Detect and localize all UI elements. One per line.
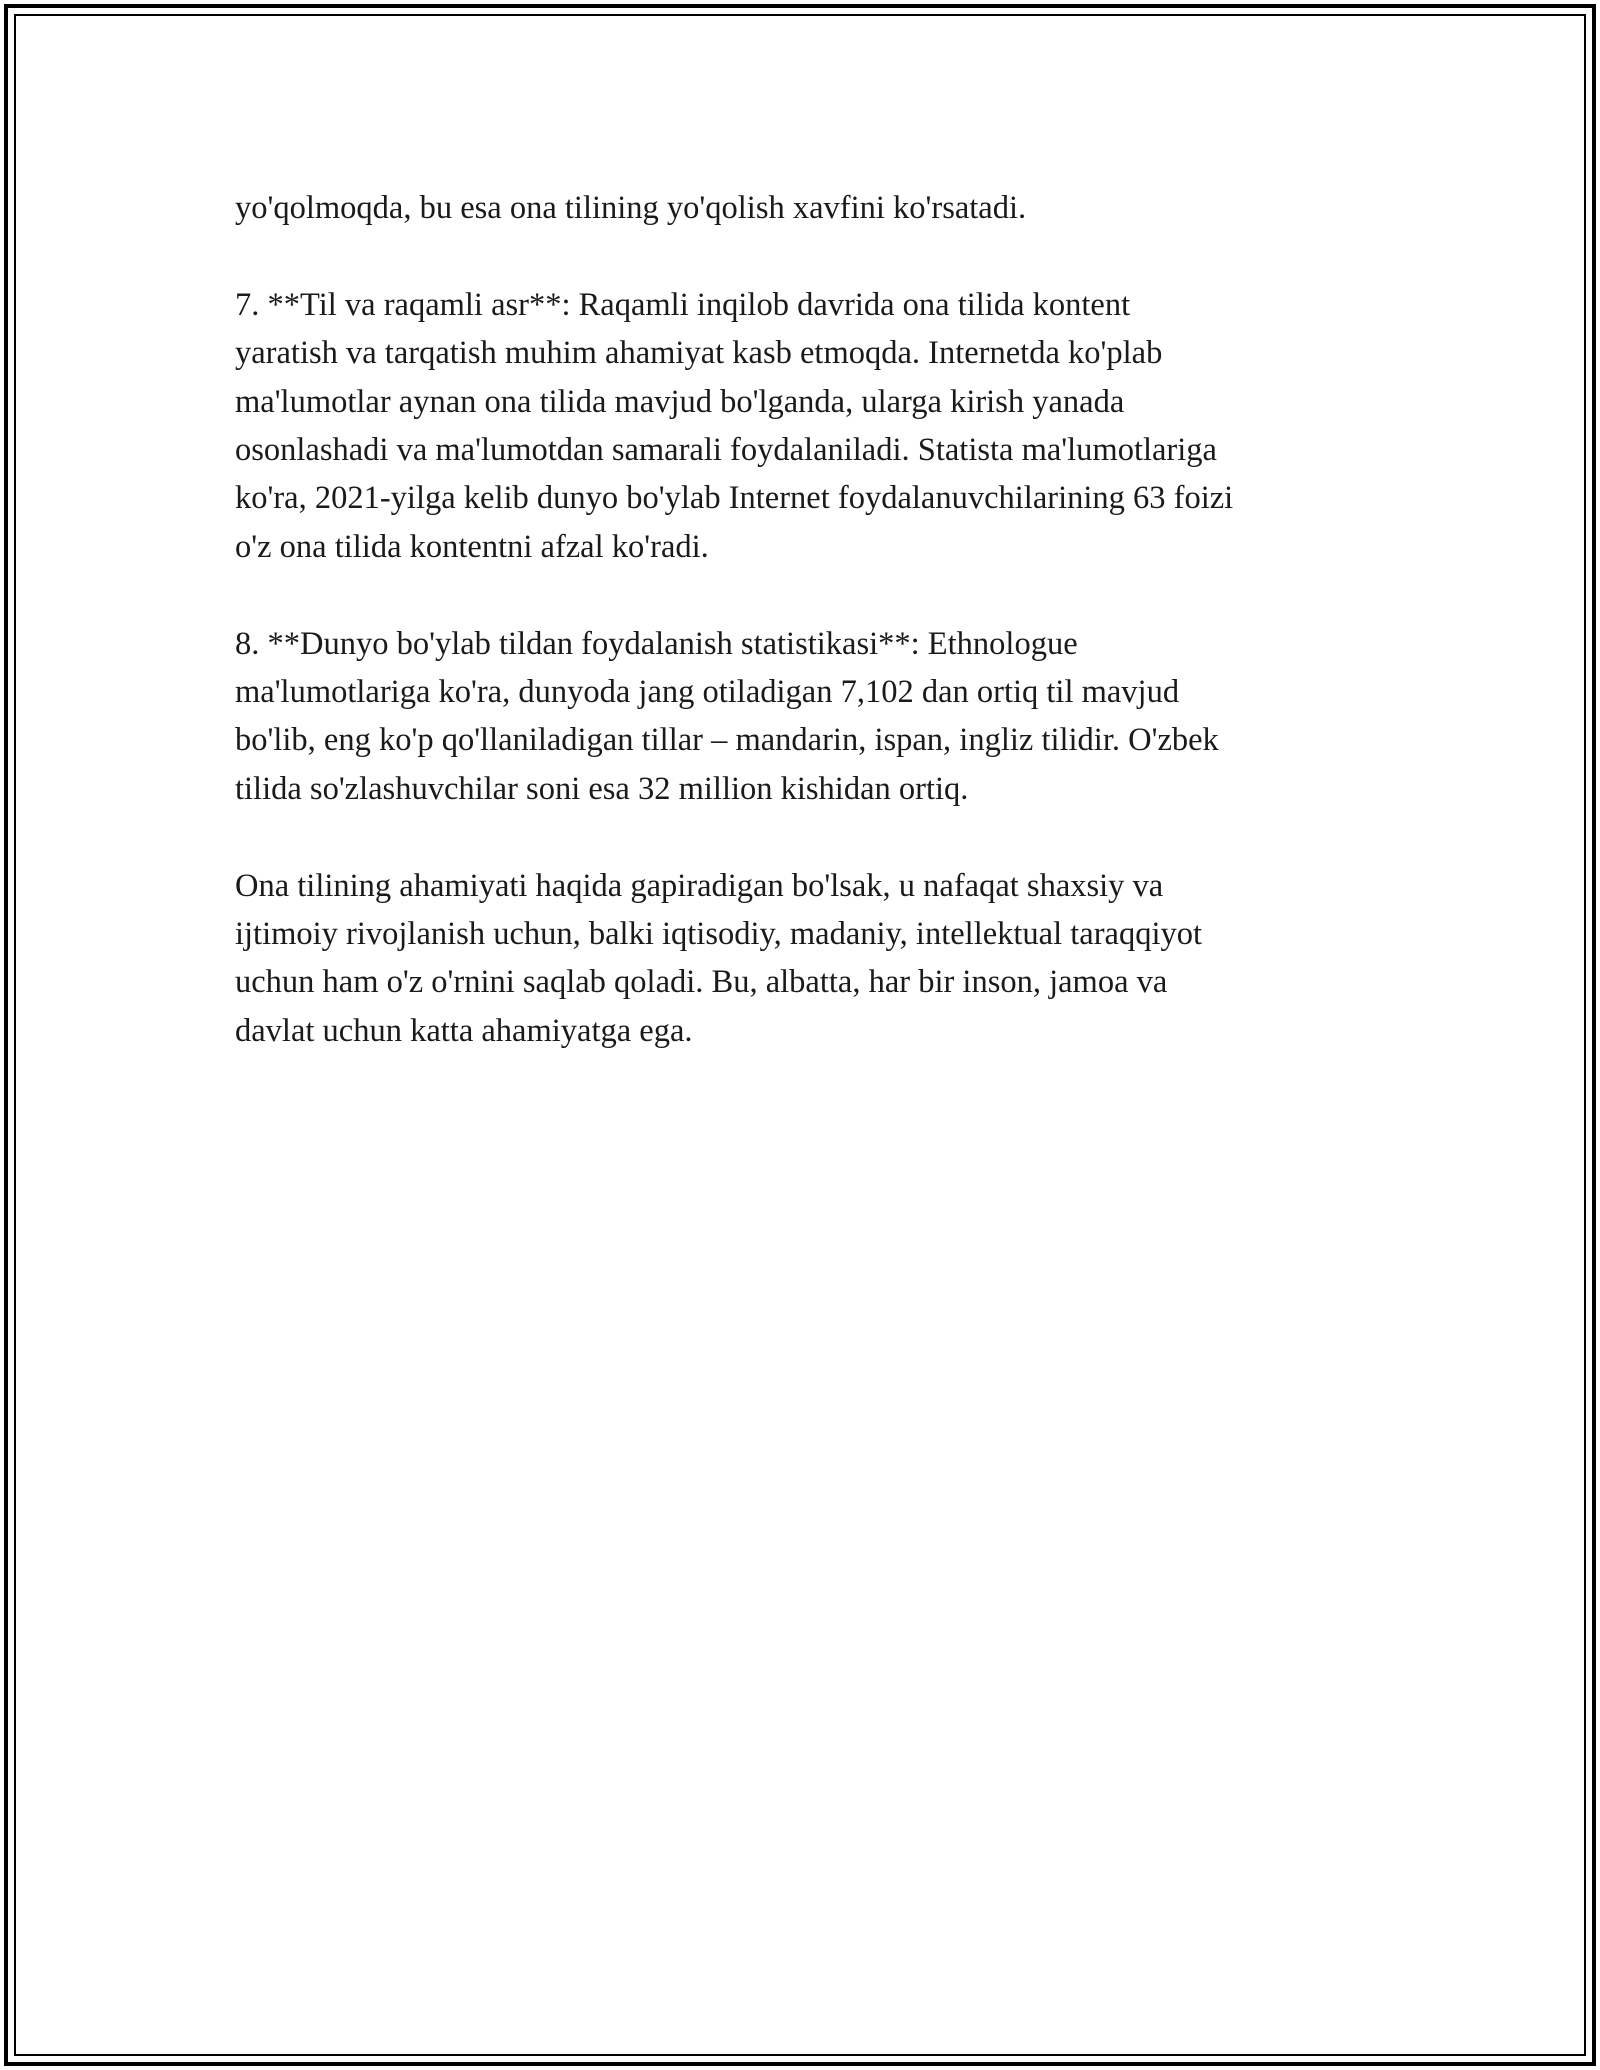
document-body	[235, 184, 1375, 1104]
paragraph-til-va-raqamli-asr: 7. **Til va raqamli asr**: Raqamli inqilob davrida ona tilida kontent yaratish va tarqatish muhim ahamiyat kasb etmoqda. Internetda ko'plab ma'lumotlar aynan ona tilida mavjud bo'lganda, ularga kirish yanada osonlashadi va ma'lumotdan samarali foydalaniladi. Statista ma'lumotlariga ko'ra, 2021-yilga kelib dunyo bo'ylab Internet foydalanuvchilarining 63 foizi o'z ona tilida kontentni afzal ko'radi.	[235, 286, 1234, 565]
paragraph-dunyo-statistikasi: 8. **Dunyo bo'ylab tildan foydalanish statistikasi**: Ethnologue ma'lumotlariga ko'ra, dunyoda jang otiladigan 7,102 dan ortiq til mavjud bo'lib, eng ko'p qo'llaniladigan tillar – mandarin, ispan, ingliz tilidir. O'zbek tilida so'zlashuvchilar soni esa 32 million kishidan ortiq.	[235, 625, 1219, 807]
paragraph-conclusion: Ona tilining ahamiyati haqida gapiradigan bo'lsak, u nafaqat shaxsiy va ijtimoiy rivojlanish uchun, balki iqtisodiy, madaniy, intellektual taraqqiyot uchun ham o'z o'rnini saqlab qoladi. Bu, albatta, har bir inson, jamoa va davlat uchun katta ahamiyatga ega.	[235, 867, 1203, 1049]
paragraph-continuation: yo'qolmoqda, bu esa ona tilining yo'qolish xavfini ko'rsatadi.	[235, 190, 1027, 226]
